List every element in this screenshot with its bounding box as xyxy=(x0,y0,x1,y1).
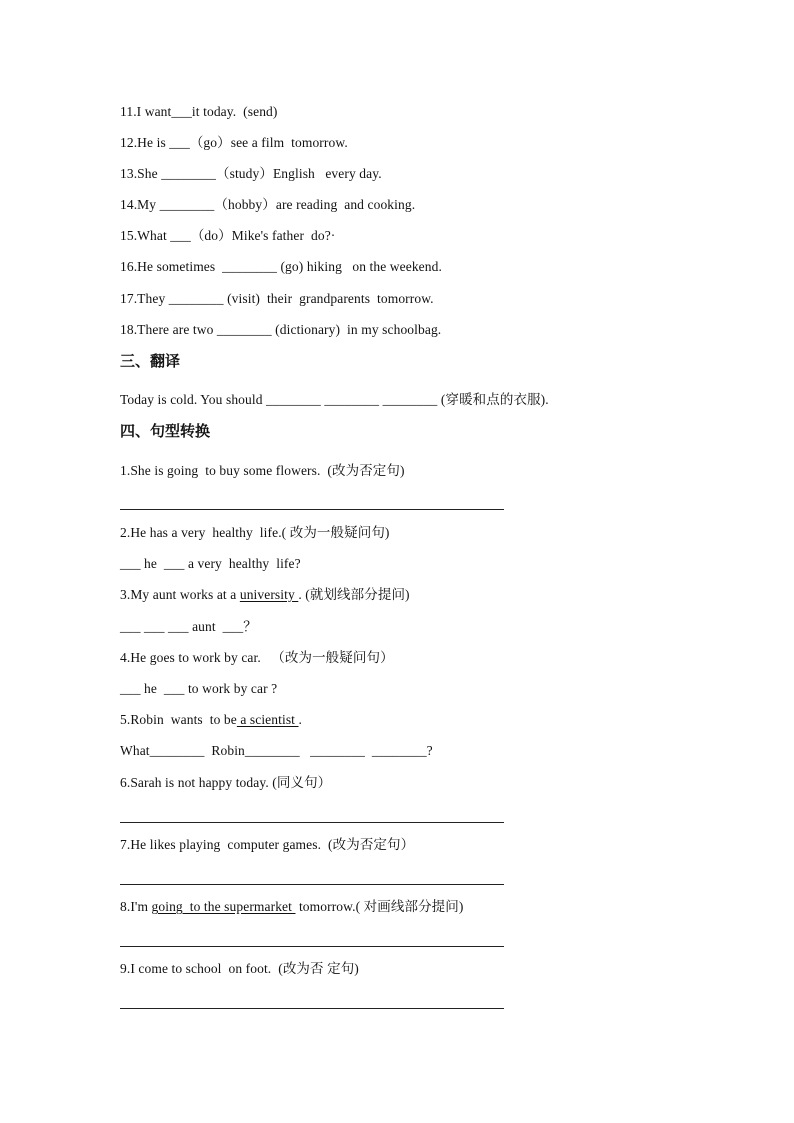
question-3-answer: ___ ___ ___ aunt ___？ xyxy=(120,619,257,634)
question-8 xyxy=(120,898,463,916)
question-3-suffix: . (就划线部分提问) xyxy=(298,587,410,602)
fill-in-item-12: 12.He is ___（go）see a film tomorrow. xyxy=(120,135,348,150)
fill-in-item-16: 16.He sometimes ________ (go) hiking on the weekend. xyxy=(120,259,442,274)
fill-in-item-14: 14.My ________（hobby）are reading and cooking. xyxy=(120,197,416,212)
question-5 xyxy=(120,711,302,729)
question-8-prefix: 8.I'm xyxy=(120,899,152,914)
question-3-prefix: 3.My aunt works at a xyxy=(120,587,240,602)
question-5-underlined: a scientist xyxy=(236,712,299,727)
fill-in-item-11: 11.I want___it today. (send) xyxy=(120,104,278,119)
answer-line-1 xyxy=(120,509,504,510)
answer-line-8 xyxy=(120,946,504,947)
question-2: 2.He has a very healthy life.( 改为一般疑问句) xyxy=(120,525,390,540)
fill-in-item-13: 13.She ________（study）English every day. xyxy=(120,166,382,181)
question-5-suffix: . xyxy=(298,712,302,727)
question-6: 6.Sarah is not happy today. (同义句） xyxy=(120,775,332,790)
question-7: 7.He likes playing computer games. (改为否定句） xyxy=(120,837,415,852)
question-5-answer: What________ Robin________ ________ ________? xyxy=(120,743,433,758)
question-4-answer: ___ he ___ to work by car ? xyxy=(120,681,278,696)
question-3-underlined: university xyxy=(239,587,299,602)
section-3-heading: 三、翻译 xyxy=(120,352,181,370)
question-8-underlined: going to the supermarket xyxy=(151,899,296,914)
question-9: 9.I come to school on foot. (改为否 定句) xyxy=(120,961,359,976)
question-1: 1.She is going to buy some flowers. (改为否定句) xyxy=(120,463,405,478)
fill-in-item-15: 15.What ___（do）Mike's father do?· xyxy=(120,228,336,243)
question-4: 4.He goes to work by car. （改为一般疑问句） xyxy=(120,650,394,665)
question-3 xyxy=(120,586,410,604)
question-8-suffix: tomorrow.( 对画线部分提问) xyxy=(295,899,464,914)
question-2-answer: ___ he ___ a very healthy life? xyxy=(120,556,301,571)
answer-line-9 xyxy=(120,1008,504,1009)
fill-in-item-18: 18.There are two ________ (dictionary) in my schoolbag. xyxy=(120,322,442,337)
answer-line-6 xyxy=(120,822,504,823)
translation-line: Today is cold. You should ________ ________ ________ (穿暖和点的衣服). xyxy=(120,392,549,407)
fill-in-item-17: 17.They ________ (visit) their grandparents tomorrow. xyxy=(120,291,434,306)
question-5-prefix: 5.Robin wants to be xyxy=(120,712,237,727)
answer-line-7 xyxy=(120,884,504,885)
section-4-heading: 四、句型转换 xyxy=(120,422,211,440)
